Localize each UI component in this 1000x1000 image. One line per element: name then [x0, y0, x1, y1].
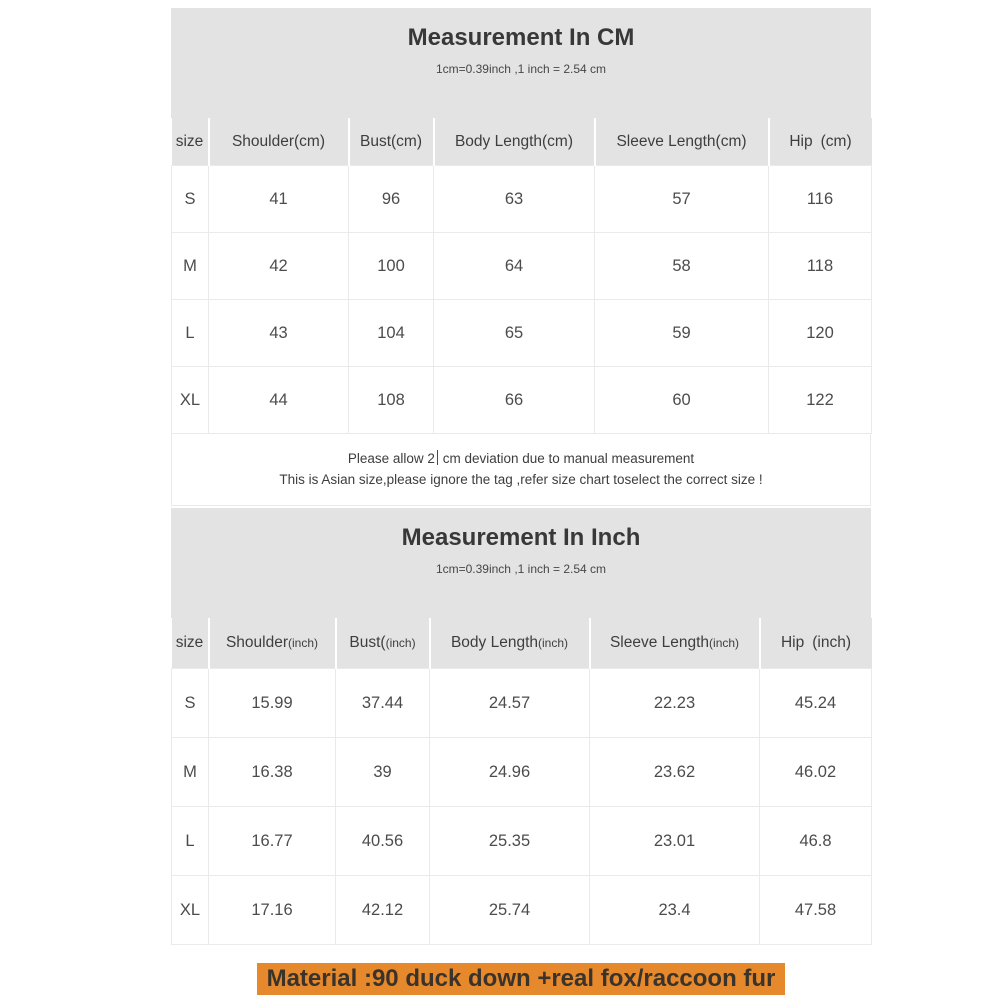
inch-title: Measurement In Inch	[401, 524, 641, 551]
table-cell: 108	[349, 367, 434, 434]
cm-header	[171, 8, 871, 118]
column-header-shoulder: Shoulder(inch)	[209, 618, 336, 669]
table-cell: XL	[172, 876, 209, 945]
table-cell: 116	[769, 166, 872, 233]
column-header-bust: Bust((inch)	[336, 618, 430, 669]
table-cell: 66	[434, 367, 595, 434]
table-cell: 24.96	[430, 738, 590, 807]
table-cell: 44	[209, 367, 349, 434]
table-cell: 37.44	[336, 669, 430, 738]
column-header-body-length: Body Length(inch)	[430, 618, 590, 669]
table-row	[172, 669, 872, 738]
table-cell: 65	[434, 300, 595, 367]
cm-header-row	[172, 118, 872, 166]
cm-section	[171, 8, 871, 506]
table-cell: 63	[434, 166, 595, 233]
inch-subtitle: 1cm=0.39inch ,1 inch = 2.54 cm	[435, 562, 607, 576]
table-cell: 59	[595, 300, 769, 367]
table-cell: 46.02	[760, 738, 872, 807]
table-cell: 122	[769, 367, 872, 434]
table-row	[172, 166, 872, 233]
column-header-sleeve-length: Sleeve Length(inch)	[590, 618, 760, 669]
column-header-hip: Hip (cm)	[769, 118, 872, 166]
table-cell: 45.24	[760, 669, 872, 738]
table-cell: M	[172, 233, 209, 300]
table-cell: L	[172, 300, 209, 367]
column-header-shoulder: Shoulder(cm)	[209, 118, 349, 166]
cm-subtitle: 1cm=0.39inch ,1 inch = 2.54 cm	[435, 62, 607, 76]
material-banner	[171, 963, 871, 995]
column-header-size: size	[172, 118, 209, 166]
column-header-hip: Hip (inch)	[760, 618, 872, 669]
inch-header	[171, 508, 871, 618]
table-cell: 42	[209, 233, 349, 300]
table-cell: 58	[595, 233, 769, 300]
table-cell: 46.8	[760, 807, 872, 876]
table-cell: 118	[769, 233, 872, 300]
table-cell: 16.38	[209, 738, 336, 807]
table-cell: 22.23	[590, 669, 760, 738]
inch-section	[171, 508, 871, 945]
column-header-sleeve-length: Sleeve Length(cm)	[595, 118, 769, 166]
material-label: Material :90 duck down +real fox/raccoon fur	[257, 963, 786, 995]
table-row	[172, 876, 872, 945]
table-cell: 25.35	[430, 807, 590, 876]
table-cell: 16.77	[209, 807, 336, 876]
cm-title: Measurement In CM	[407, 24, 635, 51]
table-row	[172, 807, 872, 876]
table-cell: S	[172, 669, 209, 738]
table-cell: 57	[595, 166, 769, 233]
table-cell: 39	[336, 738, 430, 807]
table-cell: L	[172, 807, 209, 876]
cm-table-body	[172, 166, 872, 434]
table-cell: 100	[349, 233, 434, 300]
table-cell: 15.99	[209, 669, 336, 738]
table-cell: 60	[595, 367, 769, 434]
table-cell: M	[172, 738, 209, 807]
chart-content	[171, 0, 871, 995]
table-cell: 96	[349, 166, 434, 233]
table-cell: 64	[434, 233, 595, 300]
table-row	[172, 738, 872, 807]
table-cell: 25.74	[430, 876, 590, 945]
text-caret-artifact	[437, 450, 438, 465]
table-cell: 40.56	[336, 807, 430, 876]
table-cell: 24.57	[430, 669, 590, 738]
table-cell: 120	[769, 300, 872, 367]
note-line-1: Please allow 2 cm deviation due to manual measurement	[347, 451, 695, 466]
cm-note	[171, 434, 871, 506]
cm-table	[171, 118, 872, 434]
table-row	[172, 233, 872, 300]
table-cell: XL	[172, 367, 209, 434]
column-header-body-length: Body Length(cm)	[434, 118, 595, 166]
table-cell: 43	[209, 300, 349, 367]
table-cell: S	[172, 166, 209, 233]
table-cell: 17.16	[209, 876, 336, 945]
table-cell: 41	[209, 166, 349, 233]
table-cell: 23.62	[590, 738, 760, 807]
inch-header-row	[172, 618, 872, 669]
table-cell: 47.58	[760, 876, 872, 945]
inch-table	[171, 618, 872, 945]
column-header-size: size	[172, 618, 209, 669]
table-cell: 104	[349, 300, 434, 367]
table-row	[172, 300, 872, 367]
column-header-bust: Bust(cm)	[349, 118, 434, 166]
table-row	[172, 367, 872, 434]
table-cell: 23.4	[590, 876, 760, 945]
inch-table-body	[172, 669, 872, 945]
table-cell: 23.01	[590, 807, 760, 876]
note-line-2: This is Asian size,please ignore the tag ,refer size chart toselect the correct size !	[279, 472, 763, 487]
table-cell: 42.12	[336, 876, 430, 945]
